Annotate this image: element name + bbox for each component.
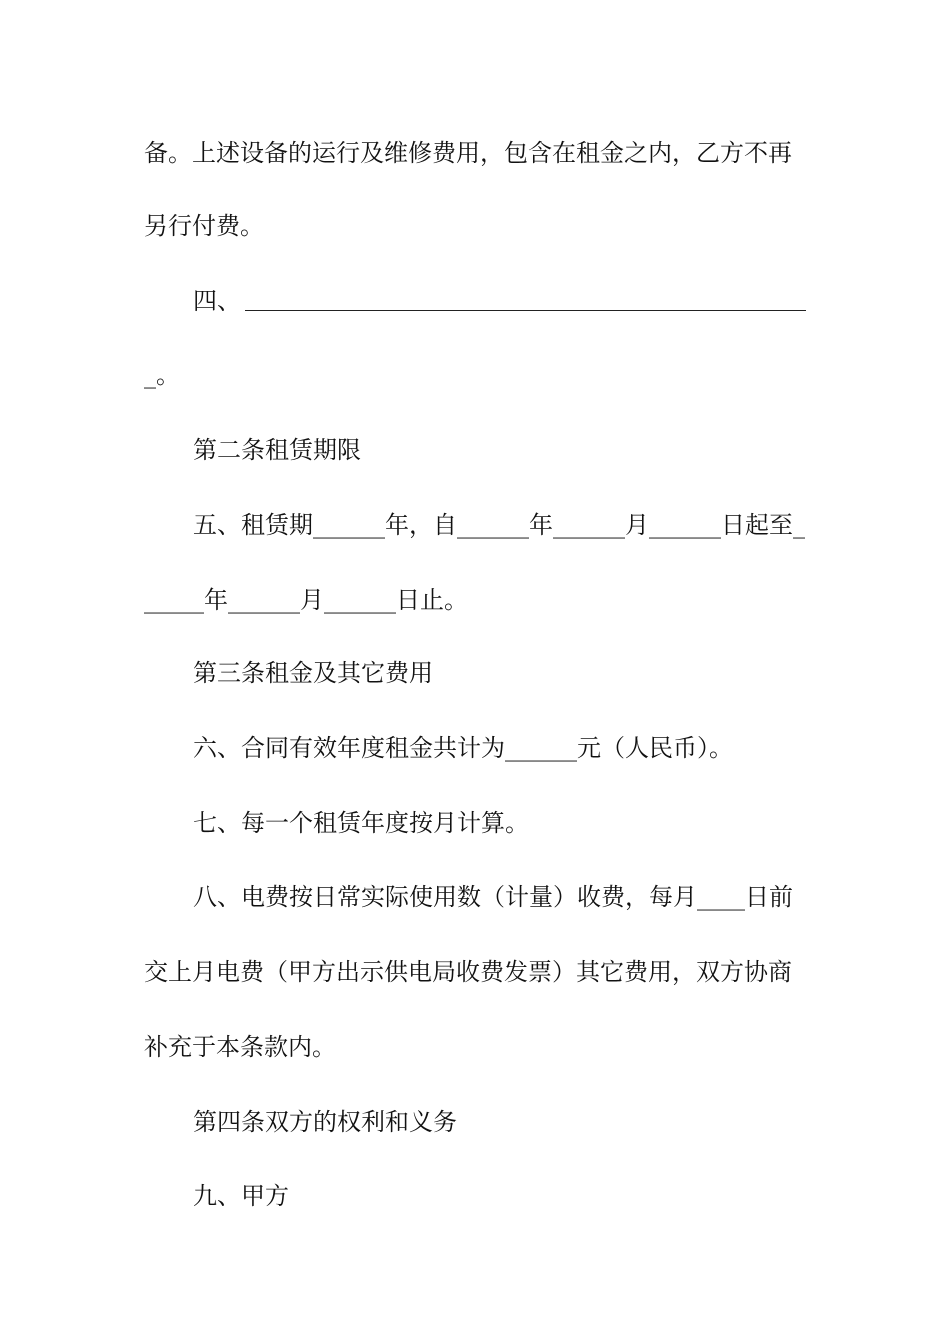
clause-line: 九、甲方 [193, 1182, 289, 1210]
paragraph-line: 另行付费。 [144, 212, 264, 240]
section-heading: 第二条租赁期限 [193, 436, 361, 464]
paragraph-line: 备。上述设备的运行及维修费用，包含在租金之内，乙方不再 [144, 139, 792, 167]
paragraph-line: _____年______月______日止。 [144, 586, 468, 614]
paragraph-line: 补充于本条款内。 [144, 1033, 336, 1061]
blank-clause-four [193, 286, 806, 316]
clause-line: 七、每一个租赁年度按月计算。 [193, 809, 529, 837]
clause-line: 八、电费按日常实际使用数（计量）收费，每月____日前 [193, 883, 793, 911]
clause-line: 五、租赁期______年，自______年______月______日起至_ [193, 511, 805, 539]
paragraph-line: 交上月电费（甲方出示供电局收费发票）其它费用，双方协商 [144, 958, 792, 986]
section-heading: 第三条租金及其它费用 [193, 659, 433, 687]
paragraph-line: _。 [144, 361, 180, 389]
clause-number: 四、 [193, 287, 241, 315]
clause-line: 六、合同有效年度租金共计为______元（人民币）。 [193, 734, 733, 762]
blank-fill-line [245, 310, 806, 311]
section-heading: 第四条双方的权利和义务 [193, 1108, 457, 1136]
